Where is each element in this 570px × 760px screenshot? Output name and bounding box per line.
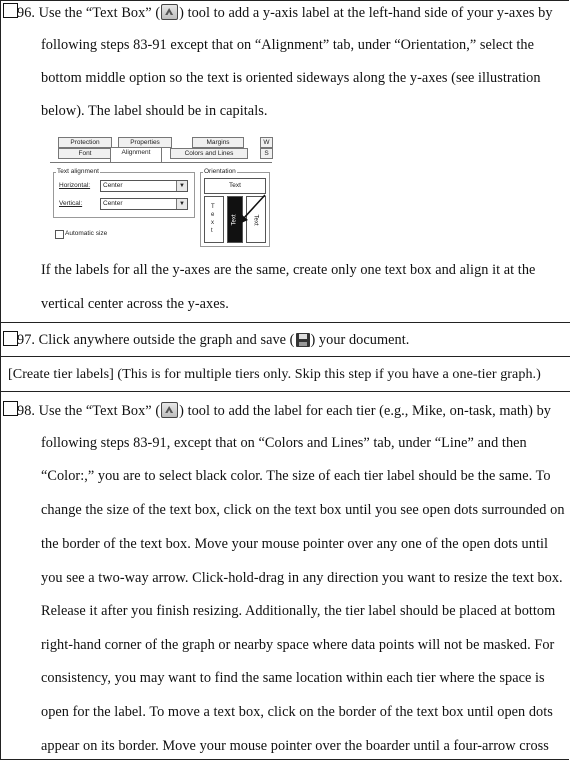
save-icon [296,333,310,347]
tab-alignment: Alignment [110,147,162,163]
format-text-box-dialog-illustration [50,133,272,246]
orientation-horizontal-option[interactable] [204,178,266,194]
step-96-line-3: bottom middle option so the text is oriented sideways along the y-axes (see illustration [41,70,541,86]
step-96-line-4: below). The label should be in capitals. [41,103,268,119]
step-96-checkbox[interactable] [3,3,18,18]
step-98-number: 98. [17,403,36,419]
step-98-line-5: the border of the text box. Move your mouse pointer over any one of the open dots until [41,536,549,552]
step-96-text-b: ) tool to add a y-axis label at the left-hand side of your y-axes by [179,5,553,21]
pointer-arrow-icon [235,193,271,227]
row-divider [0,391,570,392]
step-98-line-11: appear on its border. Move your mouse pointer over the boarder until a four-arrow cross [41,738,549,754]
step-96-text-a: Use the “Text Box” ( [38,5,161,21]
step-97-checkbox[interactable] [3,331,18,346]
text-box-tool-icon [161,402,178,418]
text-box-tool-icon [161,4,178,20]
step-98-line-6: you see a two-way arrow. Click-hold-drag in any direction you want to resize the text box. [41,570,563,586]
tier-labels-note: [Create tier labels] (This is for multiple tiers only. Skip this step if you have a one-tier graph.) [8,366,541,382]
tab-font: Font [58,148,112,159]
vertical-value: Center [103,200,123,207]
tab-web: W [260,137,273,148]
tab-margins: Margins [192,137,244,148]
step-96-after-1: If the labels for all the y-axes are the same, create only one text box and align it at the [41,262,536,278]
step-98-text-a: Use the “Text Box” ( [38,403,161,419]
text-alignment-group [53,172,195,218]
step-98-line-8: right-hand corner of the graph or nearby space where data points will not be masked. For [41,637,555,653]
step-98-text-b: ) tool to add the label for each tier (e.g., Mike, on-task, math) by [179,403,551,419]
text-alignment-legend: Text alignment [57,168,99,175]
orientation-stacked-text: Text [211,204,215,234]
step-96-line-1 [17,4,553,21]
step-98-line-7: Release it after you finish resizing. Additionally, the tier label should be placed at bottom [41,603,556,619]
tab-properties: Properties [118,137,172,148]
step-98-checkbox[interactable] [3,401,18,416]
chevron-down-icon: ▼ [176,181,187,191]
orientation-horizontal-text: Text [229,182,241,189]
step-98-line-2: following steps 83-91, except that on “Colors and Lines” tab, under “Line” and then [41,435,527,451]
tab-size: S [260,148,273,159]
step-97-line [17,332,409,348]
step-98-line-3: “Color:,” you are to select black color. The size of each tier label should be the same. To [41,468,551,484]
step-97-number: 97. [17,332,36,348]
tab-protection: Protection [58,137,112,148]
orientation-legend: Orientation [204,168,236,175]
step-98-line-1 [17,402,551,419]
step-97-text-a: Click anywhere outside the graph and save ( [38,332,295,348]
step-96-line-2: following steps 83-91 except that on “Alignment” tab, under “Orientation,” select the [41,37,534,53]
dialog-body [50,162,272,247]
orientation-rotated-down-text: Text [252,214,259,226]
horizontal-select[interactable] [100,180,188,192]
chevron-down-icon: ▼ [176,199,187,209]
step-98-line-4: change the size of the text box, click on the text box until you see open dots surrounded on [41,502,565,518]
orientation-stacked-option[interactable] [204,196,224,243]
step-96-after-2: vertical center across the y-axes. [41,296,229,312]
horizontal-value: Center [103,182,123,189]
step-98-line-10: open for the label. To move a text box, click on the border of the text box until open dots [41,704,553,720]
tab-colors-and-lines: Colors and Lines [170,148,248,159]
row-divider [0,356,570,357]
horizontal-label: Horizontal: [59,182,91,189]
vertical-select[interactable] [100,198,188,210]
step-97-text-b: ) your document. [310,332,410,348]
automatic-size-label: Automatic size [65,230,108,237]
orientation-rotated-up-text: Text [231,214,238,226]
step-96-number: 96. [17,5,36,21]
automatic-size-checkbox[interactable] [55,230,64,239]
row-divider [0,322,570,323]
step-98-line-9: consistency, you may want to find the same location within each tier where the space is [41,670,545,686]
vertical-label: Vertical: [59,200,83,207]
